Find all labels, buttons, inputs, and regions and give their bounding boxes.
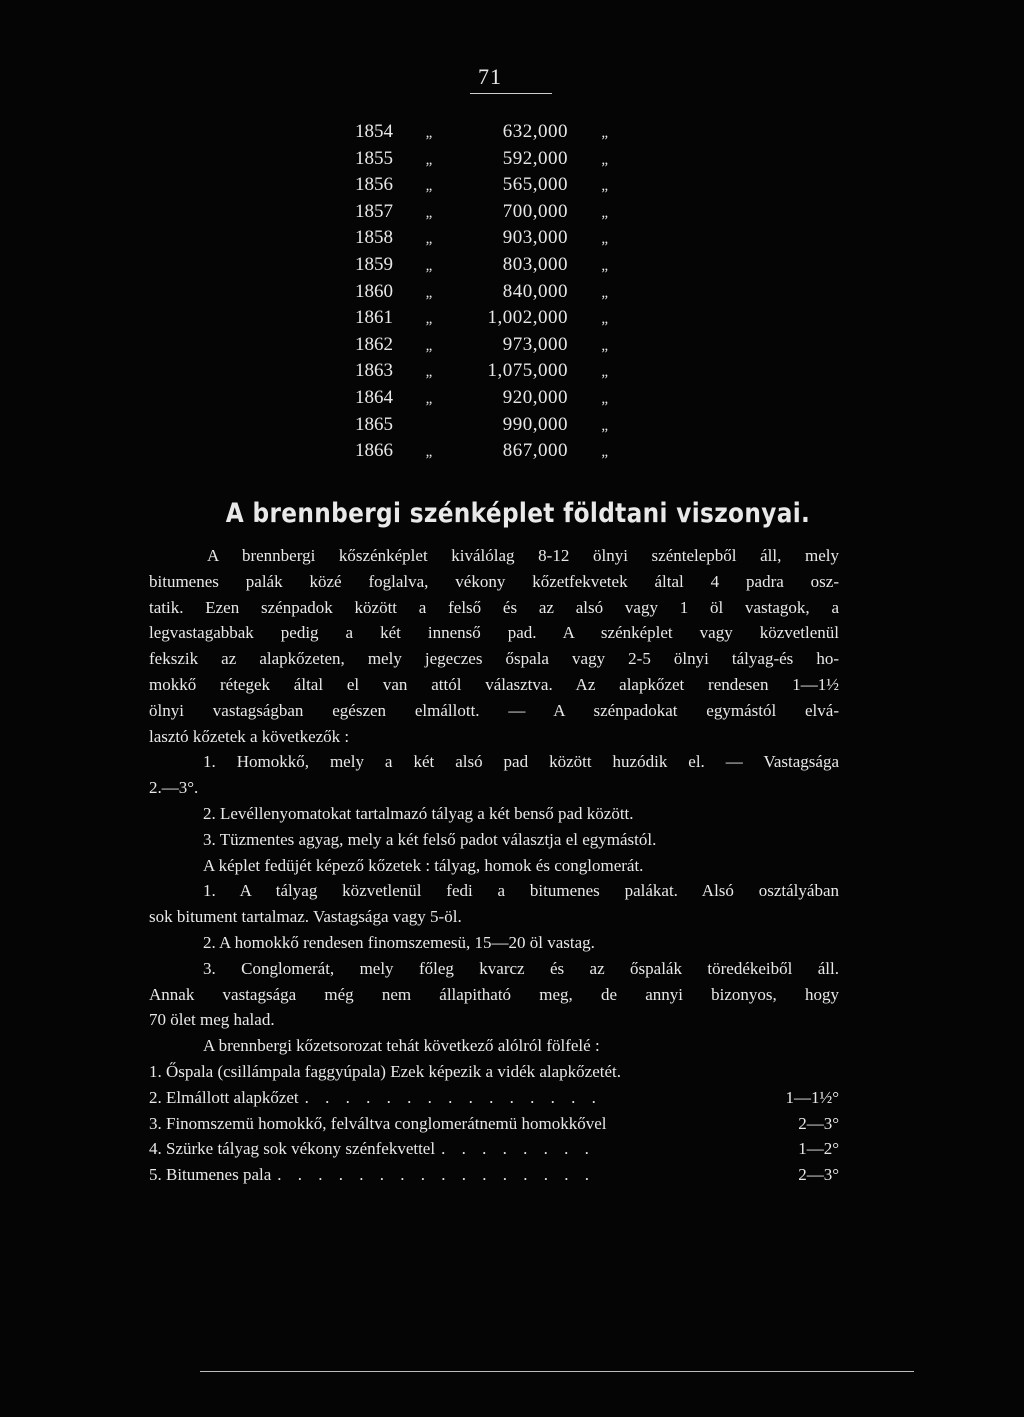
ditto-mark: „ — [425, 337, 433, 354]
sequence-value: 2—3° — [798, 1113, 839, 1133]
sequence-row — [149, 1162, 839, 1188]
list-item: 2. A homokkő rendesen finomszemesü, 15—20 öl vastag. — [203, 932, 595, 952]
ditto-mark: „ — [601, 390, 608, 407]
year-cell: 1865 — [355, 413, 393, 435]
sequence-value: 1—1½° — [785, 1087, 839, 1107]
body-text — [149, 543, 839, 1188]
paragraph-line: tatik. Ezen szénpadok között a felső és az alsó vagy 1 öl vastagok, a — [149, 597, 839, 617]
ditto-mark: „ — [601, 257, 608, 274]
footer-rule — [200, 1371, 914, 1372]
sequence-label: 5. Bitumenes pala — [149, 1165, 272, 1185]
ditto-mark: „ — [425, 390, 433, 407]
paragraph-line: A brennbergi kőszénképlet kiválólag 8-12 ölnyi széntelepből áll, mely — [207, 546, 839, 565]
year-cell: 1864 — [355, 386, 393, 408]
year-cell: 1860 — [355, 280, 393, 302]
table-row — [355, 305, 625, 332]
sequence-row — [149, 1085, 839, 1111]
ditto-mark: „ — [425, 284, 433, 301]
list-item: 70 ölet meg halad. — [149, 1010, 275, 1030]
paragraph-line: legvastagabbak pedig a két innenső pad. A szénképlet vagy közvetlenül — [149, 623, 839, 643]
year-cell: 1862 — [355, 333, 393, 355]
table-row — [355, 225, 625, 252]
sequence-label: 4. Szürke tályag sok vékony szénfekvettel — [149, 1139, 436, 1159]
value-cell: 990,000 — [502, 413, 568, 435]
year-cell: 1858 — [355, 227, 393, 249]
ditto-mark: „ — [601, 151, 608, 168]
value-cell: 903,000 — [502, 227, 568, 249]
ditto-mark: „ — [601, 364, 608, 381]
ditto-mark: „ — [425, 151, 433, 168]
list-item: Annak vastagsága még nem állapitható meg, de annyi bizonyos, hogy — [149, 984, 839, 1004]
list-item: 2. Levéllenyomatokat tartalmazó tályag a két benső pad között. — [203, 803, 634, 823]
table-row — [355, 146, 625, 173]
paragraph-line: lasztó kőzetek a következők : — [149, 726, 350, 746]
sequence-label: 2. Elmállott alapkőzet — [149, 1087, 299, 1107]
table-row — [355, 119, 625, 146]
ditto-mark: „ — [601, 125, 608, 141]
dot-leader: . . . . . . . . . . . . . . . . — [277, 1165, 596, 1185]
year-cell: 1866 — [355, 440, 393, 462]
ditto-mark: „ — [425, 257, 433, 274]
table-row — [355, 172, 625, 199]
dot-leader: . . . . . . . . . . . . . . . — [304, 1087, 602, 1107]
ditto-mark: „ — [601, 231, 608, 248]
table-row — [355, 199, 625, 226]
ditto-mark: „ — [601, 337, 608, 354]
year-cell: 1857 — [355, 200, 393, 222]
ditto-mark: „ — [425, 231, 433, 248]
page-number-rule — [470, 93, 552, 94]
sequence-row — [149, 1136, 839, 1162]
table-row — [355, 279, 625, 306]
page-number: 71 — [478, 64, 502, 89]
ditto-mark: „ — [425, 364, 433, 381]
year-cell: 1861 — [355, 307, 393, 329]
paragraph-line: mokkő rétegek által el van attól választva. Az alapkőzet rendesen 1—1½ — [149, 674, 839, 694]
section-title: A brennbergi szénképlet földtani viszonyai. — [225, 498, 811, 529]
ditto-mark: „ — [425, 204, 433, 221]
value-cell: 565,000 — [502, 174, 568, 196]
table-row — [355, 438, 625, 465]
paragraph-line: ölnyi vastagságban egészen elmállott. — A szénpadokat egymástól elvá- — [149, 700, 839, 720]
list-item: 1. A tályag közvetlenül fedi a bitumenes palákat. Alsó osztályában — [203, 881, 839, 901]
value-cell: 592,000 — [502, 147, 568, 169]
ditto-mark: „ — [425, 444, 433, 461]
value-cell: 632,000 — [502, 121, 568, 142]
table-row — [355, 332, 625, 359]
value-cell: 920,000 — [502, 386, 568, 408]
ditto-mark: „ — [601, 204, 608, 221]
sequence-value: 2—3° — [798, 1165, 839, 1185]
sequence-row — [149, 1111, 839, 1137]
value-cell: 973,000 — [502, 333, 568, 355]
table-row — [355, 252, 625, 279]
value-cell: 700,000 — [502, 200, 568, 222]
table-row — [355, 385, 625, 412]
paragraph-line: bitumenes palák közé foglalva, vékony kőzetfekvetek által 4 padra osz- — [149, 571, 839, 591]
table-row — [355, 412, 625, 439]
ditto-mark: „ — [425, 125, 433, 141]
paragraph-line: fekszik az alapkőzeten, mely jegeczes őspala vagy 2-5 ölnyi tályag-és ho- — [149, 649, 839, 669]
ditto-mark: „ — [425, 178, 433, 195]
sequence-item: 1. Őspala (csillámpala faggyúpala) Ezek képezik a vidék alapkőzetét. — [149, 1061, 622, 1081]
value-cell: 803,000 — [502, 253, 568, 275]
ditto-mark: „ — [601, 311, 608, 328]
list-item: 3. Tüzmentes agyag, mely a két felső padot választja el egymástól. — [203, 829, 657, 849]
year-cell: 1855 — [355, 147, 393, 169]
list-item: 3. Conglomerát, mely főleg kvarcz és az őspalák töredékeiből áll. — [203, 958, 839, 978]
year-cell: 1859 — [355, 253, 393, 275]
value-cell: 867,000 — [502, 440, 568, 462]
paragraph-line: A képlet fedüjét képező kőzetek : tályag, homok és conglomerát. — [203, 855, 644, 875]
value-cell: 1,075,000 — [487, 360, 568, 382]
list-item: sok bitument tartalmaz. Vastagsága vagy 5-öl. — [149, 907, 462, 927]
production-table — [355, 119, 625, 465]
list-item: 2.—3°. — [149, 778, 199, 798]
ditto-mark: „ — [601, 417, 608, 434]
ditto-mark: „ — [425, 311, 433, 328]
ditto-mark: „ — [601, 444, 608, 461]
year-cell: 1856 — [355, 174, 393, 196]
sequence-label: 3. Finomszemü homokkő, felváltva conglomerátnemü homokkővel — [149, 1113, 607, 1133]
ditto-mark: „ — [601, 284, 608, 301]
dot-leader: . . . . . . . . — [441, 1139, 595, 1159]
paragraph-line: A brennbergi kőzetsorozat tehát következő alólról fölfelé : — [203, 1036, 600, 1056]
value-cell: 840,000 — [502, 280, 568, 302]
sequence-value: 1—2° — [798, 1139, 839, 1159]
table-row — [355, 358, 625, 385]
year-cell: 1863 — [355, 360, 393, 382]
ditto-mark: „ — [601, 178, 608, 195]
year-cell: 1854 — [355, 121, 393, 142]
list-item: 1. Homokkő, mely a két alsó pad között huzódik el. — Vastagsága — [203, 752, 839, 772]
value-cell: 1,002,000 — [487, 307, 568, 329]
